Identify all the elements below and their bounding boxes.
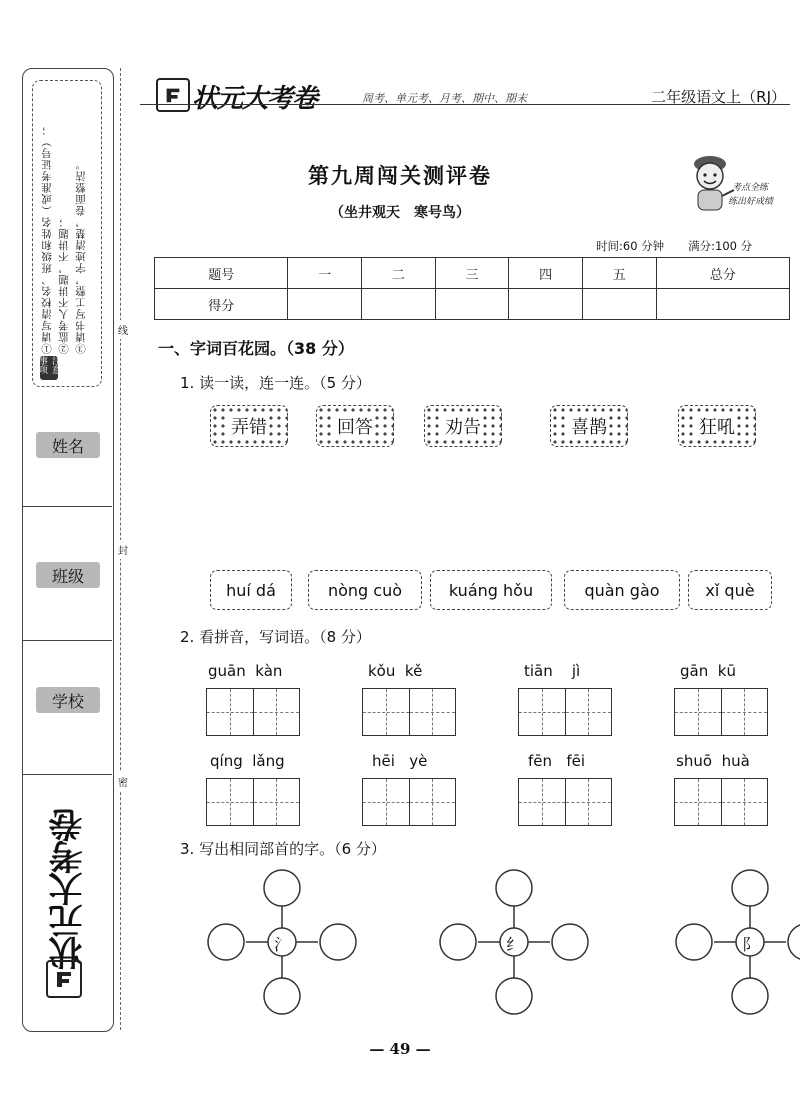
pinyin-label bbox=[208, 662, 282, 680]
word-text: 喜鹊 bbox=[569, 413, 609, 439]
header-rule bbox=[140, 104, 790, 105]
answer-circle[interactable] bbox=[788, 924, 800, 960]
score-table-header-row bbox=[155, 258, 790, 289]
sidebar-brand-text: 状元大考卷 bbox=[49, 810, 89, 970]
divider bbox=[22, 774, 112, 775]
pinyin-syllable: kě bbox=[404, 662, 423, 680]
word-card[interactable] bbox=[424, 405, 502, 447]
table-cell: 得分 bbox=[155, 289, 288, 320]
pinyin-syllable: huà bbox=[721, 752, 750, 770]
pinyin-syllable: kǒu bbox=[368, 662, 396, 680]
score-input-cell[interactable] bbox=[582, 289, 656, 320]
page-number: — 49 — bbox=[369, 1040, 431, 1058]
answer-circle[interactable] bbox=[320, 924, 356, 960]
class-label: 班级 bbox=[36, 562, 100, 588]
pinyin-syllable: qíng bbox=[210, 752, 243, 770]
page-subtitle: （坐井观天 寒号鸟） bbox=[330, 205, 470, 221]
radical-label: 纟 bbox=[506, 935, 523, 954]
pinyin-card[interactable]: quàn gào bbox=[564, 570, 680, 610]
answer-circle[interactable] bbox=[552, 924, 588, 960]
answer-circle[interactable] bbox=[732, 870, 768, 906]
writing-grid[interactable] bbox=[362, 688, 456, 736]
pinyin-syllable: guān bbox=[208, 662, 246, 680]
divider bbox=[22, 506, 112, 507]
pinyin-syllable: shuō bbox=[676, 752, 713, 770]
radical-label: 氵 bbox=[274, 935, 291, 954]
writing-grid[interactable] bbox=[518, 778, 612, 826]
header-tagline: 周考、单元考、月考、期中、期末 bbox=[362, 92, 527, 105]
pinyin-label bbox=[210, 752, 285, 770]
writing-grid[interactable] bbox=[362, 778, 456, 826]
pinyin-syllable: jì bbox=[571, 662, 581, 680]
header-brand: 状元大考卷 bbox=[192, 84, 318, 114]
pinyin-card[interactable]: huí dá bbox=[210, 570, 292, 610]
writing-grid[interactable] bbox=[206, 688, 300, 736]
word-card[interactable] bbox=[316, 405, 394, 447]
pinyin-label bbox=[680, 662, 736, 680]
table-cell: 题号 bbox=[155, 258, 288, 289]
pinyin-syllable: yè bbox=[409, 752, 428, 770]
pinyin-syllable: hēi bbox=[372, 752, 395, 770]
table-cell: 三 bbox=[435, 258, 509, 289]
pinyin-syllable: fēn bbox=[528, 752, 553, 770]
word-card[interactable] bbox=[550, 405, 628, 447]
pinyin-label bbox=[368, 662, 422, 680]
score-input-cell[interactable] bbox=[288, 289, 362, 320]
pinyin-syllable: kàn bbox=[255, 662, 283, 680]
word-card[interactable] bbox=[210, 405, 288, 447]
notice-line: ③请书写工整，字迹清楚，卷面整洁。 bbox=[75, 158, 87, 354]
radical-label: 阝 bbox=[742, 935, 759, 954]
cut-mark: 线 bbox=[118, 320, 128, 339]
table-cell: 二 bbox=[362, 258, 436, 289]
answer-circle[interactable] bbox=[496, 978, 532, 1014]
word-text: 弄错 bbox=[229, 413, 269, 439]
cut-mark: 密 bbox=[118, 772, 128, 791]
pinyin-syllable: tiān bbox=[524, 662, 553, 680]
writing-grid[interactable] bbox=[518, 688, 612, 736]
school-label: 学校 bbox=[36, 687, 100, 713]
word-card[interactable] bbox=[678, 405, 756, 447]
divider bbox=[22, 640, 112, 641]
pinyin-label bbox=[676, 752, 750, 770]
publisher-icon bbox=[46, 960, 82, 998]
score-input-cell[interactable] bbox=[656, 289, 789, 320]
pinyin-card[interactable]: nòng cuò bbox=[308, 570, 422, 610]
score-input-cell[interactable] bbox=[435, 289, 509, 320]
score-table bbox=[154, 257, 790, 320]
pinyin-label bbox=[524, 662, 580, 680]
answer-circle[interactable] bbox=[264, 870, 300, 906]
pinyin-label bbox=[372, 752, 427, 770]
score-input-cell[interactable] bbox=[362, 289, 436, 320]
notice-title: 注意事项 bbox=[40, 356, 58, 380]
table-cell: 总分 bbox=[656, 258, 789, 289]
question-title: 3. 写出相同部首的字。（6 分） bbox=[180, 840, 386, 858]
sidebar-brand-logo bbox=[40, 800, 95, 1015]
question-title: 1. 读一读，连一连。（5 分） bbox=[180, 374, 371, 392]
time-info bbox=[596, 238, 776, 254]
pinyin-label bbox=[528, 752, 585, 770]
publisher-logo-icon bbox=[156, 78, 190, 112]
answer-circle[interactable] bbox=[264, 978, 300, 1014]
notice-line: ①请写清校名、班级和姓名（或准考证号）； bbox=[41, 124, 53, 354]
question-title: 2. 看拼音，写词语。（8 分） bbox=[180, 628, 371, 646]
table-cell: 五 bbox=[582, 258, 656, 289]
pinyin-card[interactable]: kuáng hǒu bbox=[430, 570, 552, 610]
pinyin-card[interactable]: xǐ què bbox=[688, 570, 772, 610]
pinyin-syllable: kū bbox=[717, 662, 736, 680]
page-title: 第九周闯关测评卷 bbox=[308, 163, 492, 188]
word-text: 回答 bbox=[335, 413, 375, 439]
mascot-text: 练出好成绩 bbox=[728, 197, 774, 207]
answer-circle[interactable] bbox=[208, 924, 244, 960]
section-title: 一、字词百花园。（38 分） bbox=[158, 339, 354, 358]
answer-circle[interactable] bbox=[440, 924, 476, 960]
word-text: 狂吼 bbox=[697, 413, 737, 439]
writing-grid[interactable] bbox=[674, 688, 768, 736]
table-cell: 一 bbox=[288, 258, 362, 289]
word-text: 劝告 bbox=[443, 413, 483, 439]
cut-mark: 封 bbox=[118, 540, 128, 559]
grade-label: 二年级语文上（RJ） bbox=[651, 88, 786, 106]
writing-grid[interactable] bbox=[206, 778, 300, 826]
full-score: 满分:100 分 bbox=[688, 239, 753, 253]
table-cell: 四 bbox=[509, 258, 583, 289]
name-label: 姓名 bbox=[36, 432, 100, 458]
pinyin-syllable: fēi bbox=[566, 752, 586, 770]
score-table-score-row bbox=[155, 289, 790, 320]
mascot-text: 考点全练 bbox=[732, 183, 769, 193]
score-input-cell[interactable] bbox=[509, 289, 583, 320]
answer-circle[interactable] bbox=[676, 924, 712, 960]
notice-line: ②监考人不讲题，不讲题； bbox=[58, 216, 70, 354]
answer-circle[interactable] bbox=[496, 870, 532, 906]
time-limit: 时间:60 分钟 bbox=[596, 239, 665, 253]
pinyin-syllable: lǎng bbox=[252, 752, 285, 770]
answer-circle[interactable] bbox=[732, 978, 768, 1014]
pinyin-syllable: gān bbox=[680, 662, 709, 680]
writing-grid[interactable] bbox=[674, 778, 768, 826]
